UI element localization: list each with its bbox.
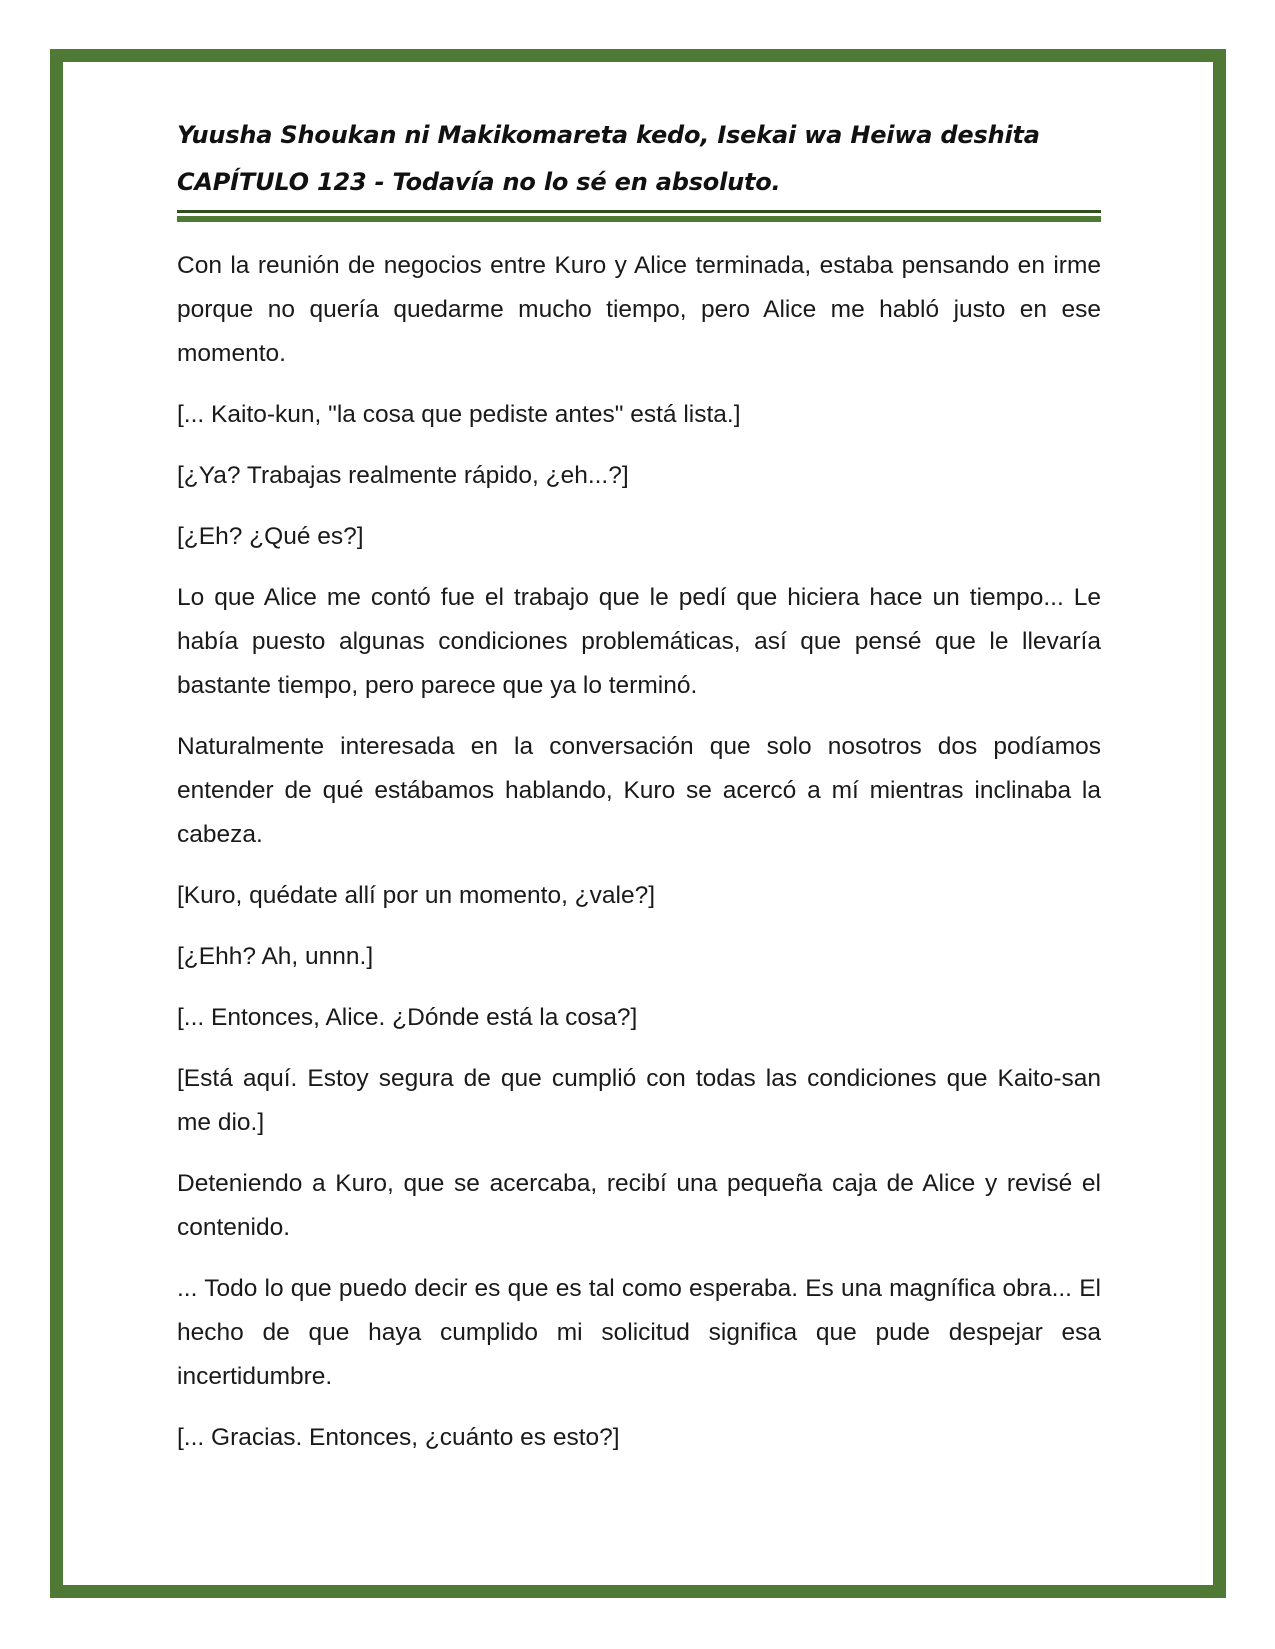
paragraph: Con la reunión de negocios entre Kuro y Alice terminada, estaba pensando en irme porque no quería quedarme mucho tiempo, pero Alice me habló justo en ese momento. — [177, 252, 1101, 367]
paragraph: [¿Ehh? Ah, unnn.] — [177, 943, 374, 970]
paragraph: [... Entonces, Alice. ¿Dónde está la cosa?] — [177, 1004, 638, 1031]
paragraph: [¿Ya? Trabajas realmente rápido, ¿eh...?] — [177, 462, 629, 489]
paragraph: [¿Eh? ¿Qué es?] — [177, 523, 364, 550]
paragraph: Lo que Alice me contó fue el trabajo que le pedí que hiciera hace un tiempo... Le había puesto algunas condiciones problemáticas, así que pensé que le llevaría bastante tiempo, pero parece que ya lo terminó. — [177, 584, 1101, 699]
title-divider-thin — [177, 210, 1101, 213]
paragraph: Naturalmente interesada en la conversación que solo nosotros dos podíamos entender de qué estábamos hablando, Kuro se acercó a mí mientras inclinaba la cabeza. — [177, 733, 1101, 848]
paragraph: [Kuro, quédate allí por un momento, ¿vale?] — [177, 882, 656, 909]
chapter-body — [177, 244, 1101, 1460]
series-title: Yuusha Shoukan ni Makikomareta kedo, Isekai wa Heiwa deshita — [177, 121, 1040, 149]
document-content — [177, 112, 1101, 1477]
paragraph: [Está aquí. Estoy segura de que cumplió con todas las condiciones que Kaito-san me dio.] — [177, 1065, 1101, 1136]
paragraph: [... Kaito-kun, "la cosa que pediste antes" está lista.] — [177, 401, 741, 428]
paragraph: Deteniendo a Kuro, que se acercaba, recibí una pequeña caja de Alice y revisé el contenido. — [177, 1170, 1101, 1241]
title-divider-thick — [177, 216, 1101, 222]
paragraph: [... Gracias. Entonces, ¿cuánto es esto?] — [177, 1424, 620, 1451]
chapter-title: CAPÍTULO 123 - Todavía no lo sé en absoluto. — [177, 168, 781, 196]
paragraph: ... Todo lo que puedo decir es que es tal como esperaba. Es una magnífica obra... El hecho de que haya cumplido mi solicitud significa que pude despejar esa incertidumbre. — [177, 1275, 1101, 1390]
